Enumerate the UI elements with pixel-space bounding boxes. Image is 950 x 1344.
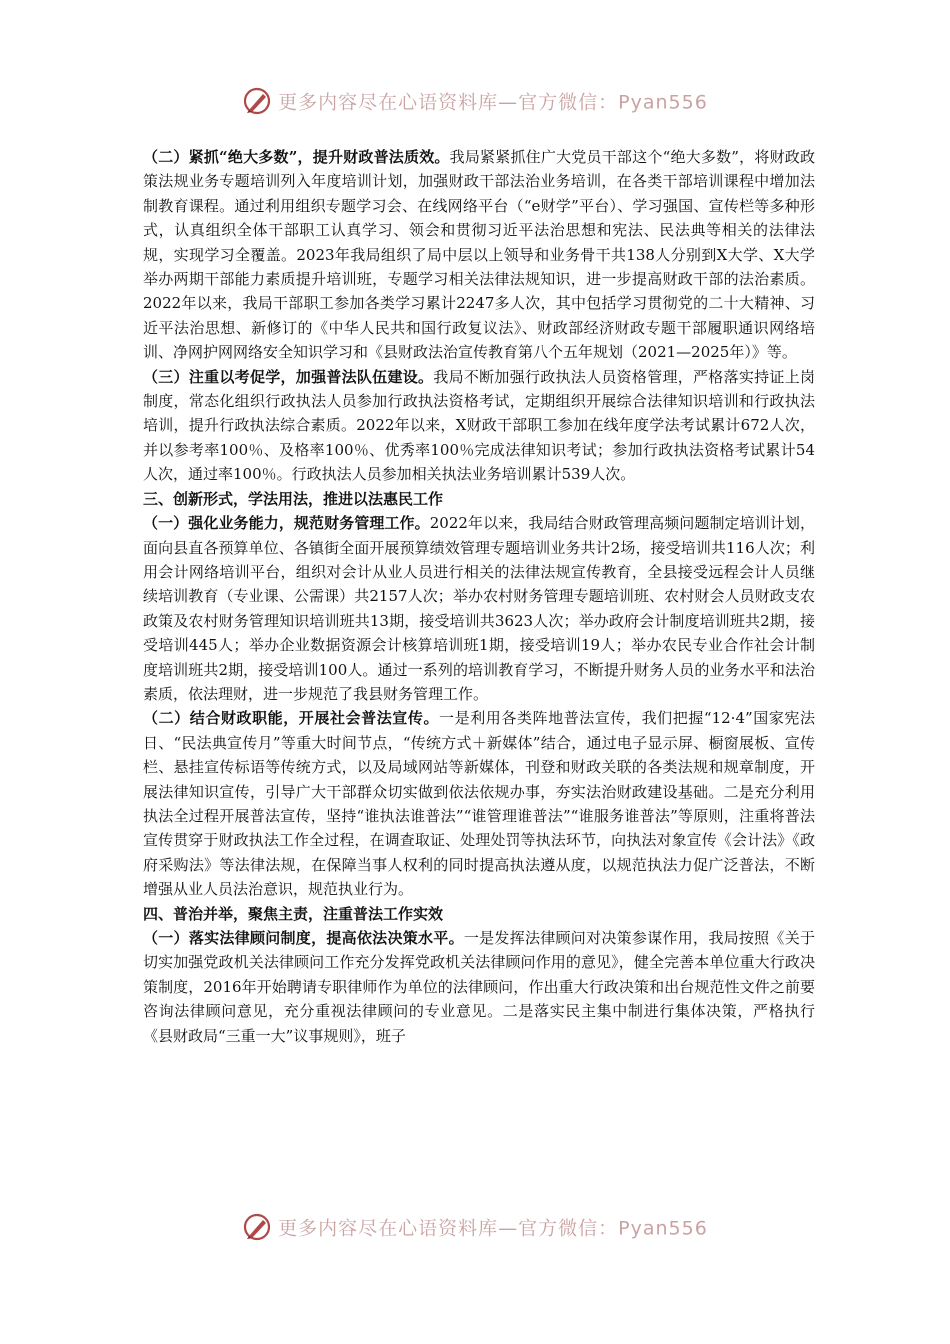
document-body bbox=[143, 145, 815, 1048]
section-heading-3: 三、创新形式，学法用法，推进以法惠民工作 bbox=[143, 489, 444, 508]
paragraph-section-2-2 bbox=[143, 145, 815, 365]
paragraph-section-3-1 bbox=[143, 511, 815, 706]
paragraph-section-2-3 bbox=[143, 365, 815, 487]
paragraph-lead: （三）注重以考促学，加强普法队伍建设。 bbox=[143, 367, 434, 386]
paragraph-lead: （一）强化业务能力，规范财务管理工作。 bbox=[143, 514, 430, 533]
paragraph-text: 一是发挥法律顾问对决策参谋作用，我局按照《关于切实加强党政机关法律顾问工作充分发挥党政机关法律顾问作用的意见》，健全完善本单位重大行政决策制度，2016年开始聘请专职律师作为单位的法律顾问，作出重大行政决策和出台规范性文件之前要咨询法律顾问意见，充分重视法律顾问的专业意见。二是落实民主集中制进行集体决策，严格执行《县财政局“三重一大”议事规则》，班子 bbox=[143, 929, 815, 1045]
paragraph-lead: （二）结合财政职能，开展社会普法宣传。 bbox=[143, 709, 440, 728]
pen-logo-icon bbox=[242, 1212, 272, 1242]
paragraph-lead: （一）落实法律顾问制度，提高依法决策水平。 bbox=[143, 929, 464, 947]
paragraph-text: 2022年以来，我局结合财政管理高频问题制定培训计划，面向县直各预算单位、各镇街全面开展预算绩效管理专题培训业务共计2场，接受培训共116人次；利用会计网络培训平台，组织对会计从业人员进行相关的法律法规宣传教育，全县接受远程会计人员继续培训教育（专业课、公需课）共2157人次；举办农村财务管理专题培训班、农村财会人员财政支农政策及农村财务管理知识培训班共13期，接受培训共3623人次；举办政府会计制度培训班共2期，接受培训445人；举办企业数据资源会计核算培训班1期，接受培训19人；举办农民专业合作社会计制度培训班共2期，接受培训100人。通过一系列的培训教育学习，不断提升财务人员的业务水平和法治素质，依法理财，进一步规范了我县财务管理工作。 bbox=[143, 514, 815, 703]
paragraph-section-3-2 bbox=[143, 706, 815, 901]
watermark-text: 更多内容尽在心语资料库—官方微信：Pyan556 bbox=[278, 1217, 708, 1240]
paragraph-lead: （二）紧抓“绝大多数”，提升财政普法质效。 bbox=[143, 148, 450, 166]
paragraph-section-4-1 bbox=[143, 926, 815, 1048]
paragraph-text: 一是利用各类阵地普法宣传，我们把握“12·4”国家宪法日、“民法典宣传月”等重大时间节点，“传统方式＋新媒体”结合，通过电子显示屏、橱窗展板、宣传栏、悬挂宣传标语等传统方式，以及局域网站等新媒体，刊登和财政关联的各类法规和规章制度，开展法律知识宣传，引导广大干部群众切实做到依法依规办事，夯实法治财政建设基础。二是充分利用执法全过程开展普法宣传，坚持“谁执法谁普法”“谁管理谁普法”“谁服务谁普法”等原则，注重将普法宣传贯穿于财政执法工作全过程，在调查取证、处理处罚等执法环节，向执法对象宣传《会计法》《政府采购法》等法律法规，在保障当事人权利的同时提高执法遵从度，以规范执法力促广泛普法，不断增强从业人员法治意识，规范执业行为。 bbox=[143, 709, 815, 899]
paragraph-text: 我局不断加强行政执法人员资格管理，严格落实持证上岗制度，常态化组织行政执法人员参加行政执法资格考试，定期组织开展综合法律知识培训和行政执法培训，提升行政执法综合素质。2022年以来，X财政干部职工参加在线年度学法考试累计672人次，并以参考率100％、及格率100％、优秀率100％完成法律知识考试；参加行政执法资格考试累计54人次，通过率100％。行政执法人员参加相关执法业务培训累计539人次。 bbox=[143, 367, 815, 484]
watermark-text: 更多内容尽在心语资料库—官方微信：Pyan556 bbox=[278, 91, 708, 114]
section-heading-4: 四、普治并举，聚焦主责，注重普法工作实效 bbox=[143, 904, 444, 923]
paragraph-text: 我局紧紧抓住广大党员干部这个“绝大多数”，将财政政策法规业务专题培训列入年度培训计划，加强财政干部法治业务培训，在各类干部培训课程中增加法制教育课程。通过利用组织专题学习会、在线网络平台（“e财学”平台）、学习强国、宣传栏等多种形式，认真组织全体干部职工认真学习、领会和贯彻习近平法治思想和宪法、民法典等相关的法律法规，实现学习全覆盖。2023年我局组织了局中层以上领导和业务骨干共138人分别到X大学、X大学举办两期干部能力素质提升培训班，专题学习相关法律法规知识，进一步提高财政干部的法治素质。2022年以来，我局干部职工参加各类学习累计2247多人次，其中包括学习贯彻党的二十大精神、习近平法治思想、新修订的《中华人民共和国行政复议法》、财政部经济财政专题干部履职通识网络培训、净网护网网络安全知识学习和《县财政法治宣传教育第八个五年规划（2021—2025年）》等。 bbox=[143, 148, 815, 362]
pen-logo-icon bbox=[242, 86, 272, 116]
watermark-top bbox=[0, 86, 950, 116]
watermark-bottom bbox=[0, 1212, 950, 1242]
